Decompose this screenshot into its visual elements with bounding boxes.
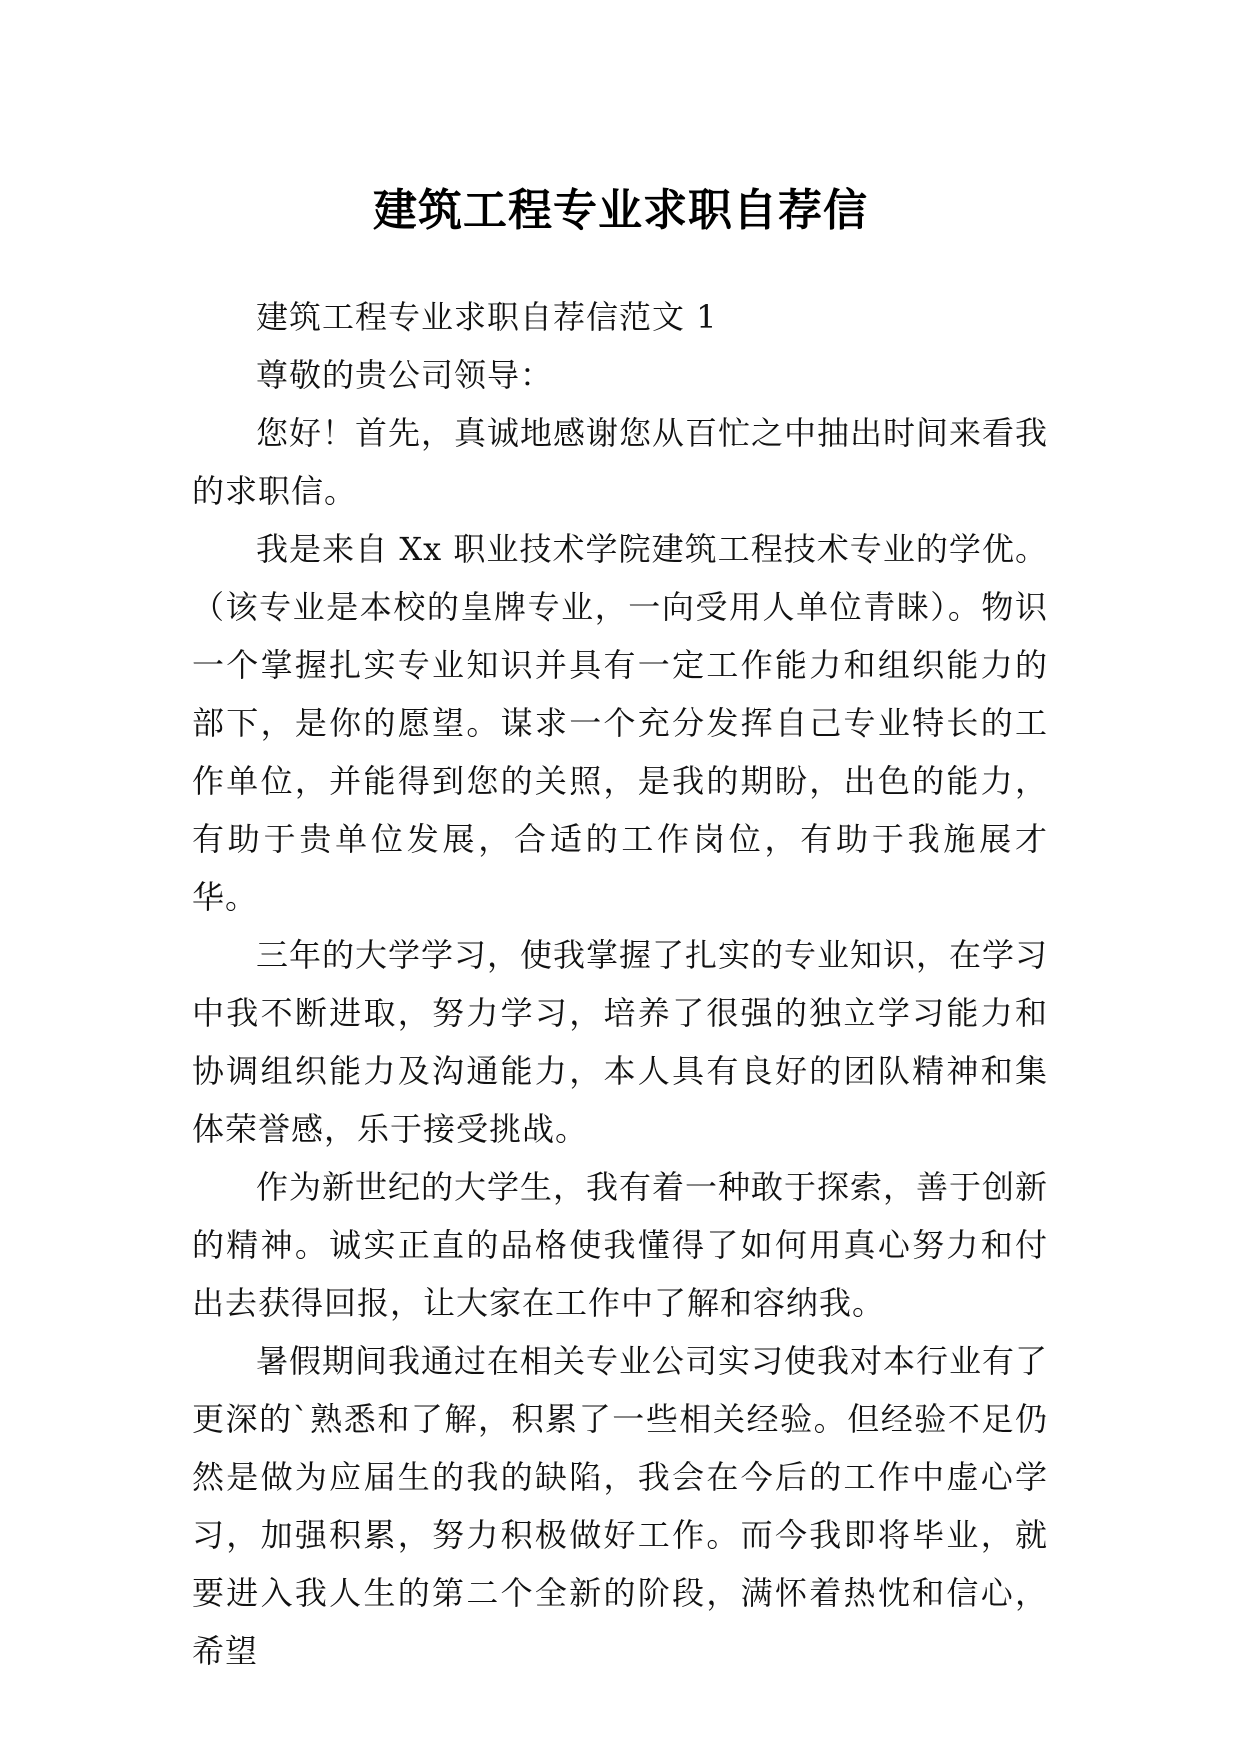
paragraph-study: 三年的大学学习，使我掌握了扎实的专业知识，在学习中我不断进取，努力学习，培养了很强的独立学习能力和协调组织能力及沟通能力，本人具有良好的团队精神和集体荣誉感，乐于接受挑战。 (192, 936, 1049, 1148)
paragraph-greeting: 您好！首先，真诚地感谢您从百忙之中抽出时间来看我的求职信。 (192, 414, 1049, 510)
paragraph-character: 作为新世纪的大学生，我有着一种敢于探索，善于创新的精神。诚实正直的品格使我懂得了如何用真心努力和付出去获得回报，让大家在工作中了解和容纳我。 (192, 1168, 1049, 1322)
paragraph-internship: 暑假期间我通过在相关专业公司实习使我对本行业有了更深的`熟悉和了解，积累了一些相关经验。但经验不足仍然是做为应届生的我的缺陷，我会在今后的工作中虚心学习，加强积累，努力积极做好工作。而今我即将毕业，就要进入我人生的第二个全新的阶段，满怀着热忱和信心，希望 (192, 1342, 1049, 1670)
paragraph-heading: 建筑工程专业求职自荐信范文 1 (256, 298, 718, 336)
document-title: 建筑工程专业求职自荐信 (373, 185, 868, 237)
paragraph-salutation: 尊敬的贵公司领导： (256, 356, 554, 394)
paragraph-introduction: 我是来自 Xx 职业技术学院建筑工程技术专业的学优。（该专业是本校的皇牌专业，一向受用人单位青睐）。物识一个掌握扎实专业知识并具有一定工作能力和组织能力的部下，是你的愿望。谋求一个充分发挥自己专业特长的工作单位，并能得到您的关照，是我的期盼，出色的能力，有助于贵单位发展，合适的工作岗位，有助于我施展才华。 (192, 530, 1048, 916)
document-body (192, 288, 1048, 1680)
